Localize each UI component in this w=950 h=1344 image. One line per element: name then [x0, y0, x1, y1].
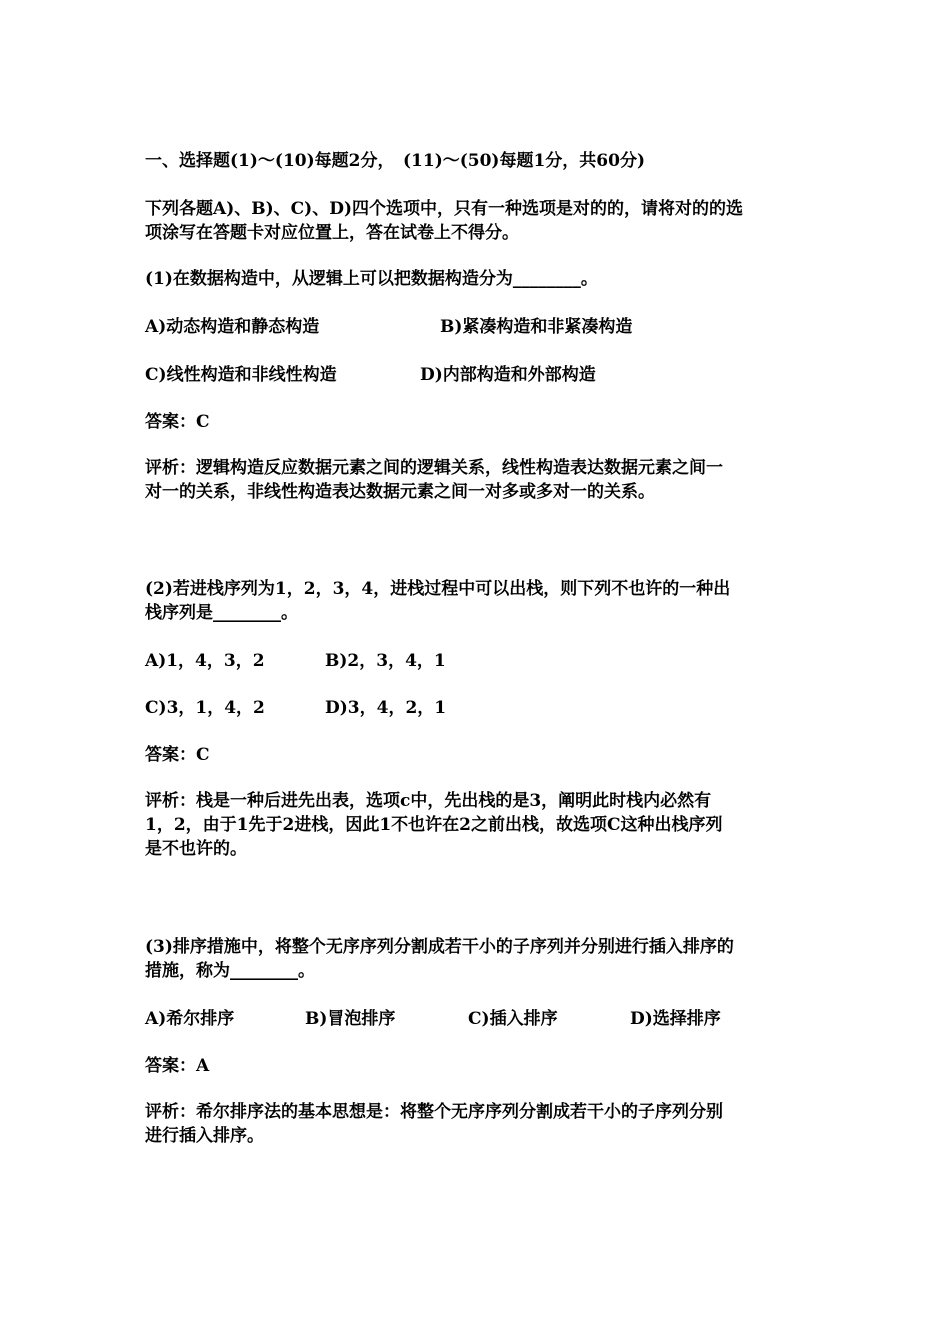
question-1-text: (1)在数据构造中，从逻辑上可以把数据构造分为________。	[145, 269, 598, 289]
question-1-option-b: B)紧凑构造和非紧凑构造	[440, 317, 633, 337]
question-2-option-c: C)3，1，4，2	[145, 698, 265, 718]
question-1-option-d: D)内部构造和外部构造	[420, 365, 596, 385]
question-2-analysis-line-1: 评析：栈是一种后进先出表，选项c中，先出栈的是3，阐明此时栈内必然有	[145, 791, 712, 811]
question-1-option-a: A)动态构造和静态构造	[145, 317, 320, 337]
question-3-analysis-line-1: 评析：希尔排序法的基本思想是：将整个无序序列分割成若干小的子序列分别	[145, 1102, 723, 1122]
question-3-text	[145, 935, 810, 983]
question-2-text	[145, 577, 810, 625]
question-2-analysis-line-3: 是不也许的。	[145, 839, 247, 859]
question-2-text-line-1: (2)若进栈序列为1，2，3，4，进栈过程中可以出栈，则下列不也许的一种出	[145, 579, 731, 599]
section-title: 一、选择题(1)～(10)每题2分， (11)～(50)每题1分，共60分)	[145, 151, 646, 171]
question-3-text-line-2: 措施，称为________。	[145, 961, 315, 981]
question-2-answer: 答案：C	[145, 745, 210, 765]
question-2-analysis-line-2: 1，2，由于1先于2进栈，因此1不也许在2之前出栈，故选项C这种出栈序列	[145, 815, 723, 835]
question-3-option-d: D)选择排序	[630, 1009, 721, 1029]
question-3-option-c: C)插入排序	[468, 1009, 558, 1029]
question-1-answer: 答案：C	[145, 412, 210, 432]
question-2-option-d: D)3，4，2，1	[325, 698, 447, 718]
question-3-analysis	[145, 1100, 810, 1148]
question-2-text-line-2: 栈序列是________。	[145, 603, 298, 623]
question-3-text-line-1: (3)排序措施中，将整个无序序列分割成若干小的子序列并分别进行插入排序的	[145, 937, 734, 957]
question-3-option-b: B)冒泡排序	[305, 1009, 396, 1029]
question-1-analysis-line-2: 对一的关系，非线性构造表达数据元素之间一对多或多对一的关系。	[145, 482, 655, 502]
question-1-analysis	[145, 456, 810, 504]
instructions-line-1: 下列各题A)、B)、C)、D)四个选项中，只有一种选项是对的的，请将对的的选	[145, 199, 744, 219]
instructions-line-2: 项涂写在答题卡对应位置上，答在试卷上不得分。	[145, 223, 519, 243]
question-3-answer: 答案：A	[145, 1056, 210, 1076]
question-1-analysis-line-1: 评析：逻辑构造反应数据元素之间的逻辑关系，线性构造表达数据元素之间一	[145, 458, 723, 478]
question-2-analysis	[145, 789, 810, 861]
question-2-option-a: A)1，4，3，2	[145, 651, 265, 671]
instructions	[145, 197, 810, 245]
question-3-option-a: A)希尔排序	[145, 1009, 235, 1029]
question-3-analysis-line-2: 进行插入排序。	[145, 1126, 264, 1146]
question-1-option-c: C)线性构造和非线性构造	[145, 365, 337, 385]
question-2-option-b: B)2，3，4，1	[325, 651, 446, 671]
